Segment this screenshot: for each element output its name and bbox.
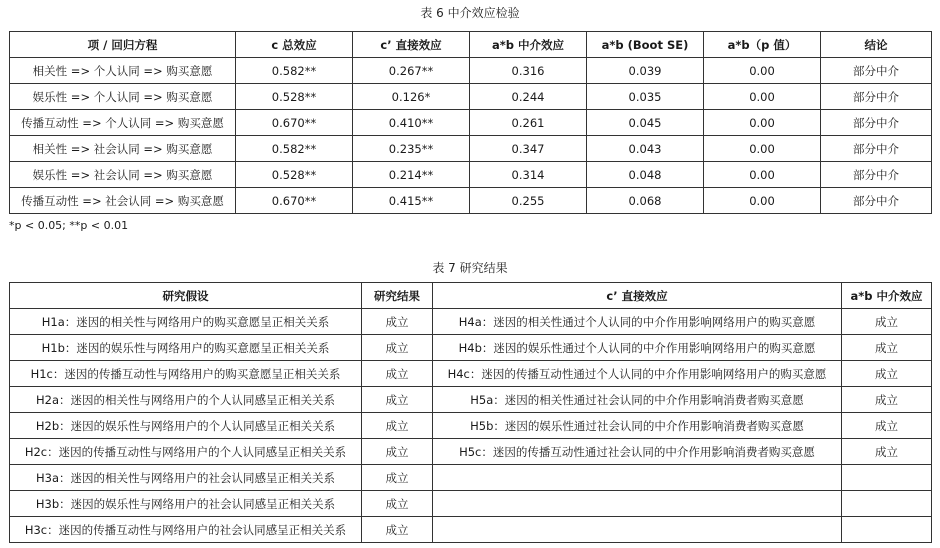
result-cell: 成立 [842,309,932,335]
table-cell: 0.048 [587,162,704,188]
table-cell: 0.00 [704,84,821,110]
table-row [10,439,932,465]
result-cell: 成立 [362,413,433,439]
table-cell: 传播互动性 => 个人认同 => 购买意愿 [10,110,236,136]
table-cell: 部分中介 [821,58,932,84]
table-cell: 0.255 [470,188,587,214]
empty-cell [433,465,842,491]
research-results-table [9,282,932,543]
empty-cell [842,465,932,491]
result-cell: 成立 [362,517,433,543]
table-cell: 0.039 [587,58,704,84]
table6-header-cell: c 总效应 [236,32,353,58]
table6-header-cell: a*b 中介效应 [470,32,587,58]
result-cell: 成立 [842,335,932,361]
hypothesis-cell: H2b：迷因的娱乐性与网络用户的个人认同感呈正相关关系 [10,413,362,439]
table-row [10,361,932,387]
result-cell: 成立 [362,465,433,491]
table-row [10,335,932,361]
hypothesis-cell: H1a：迷因的相关性与网络用户的购买意愿呈正相关关系 [10,309,362,335]
table6-header-cell: 结论 [821,32,932,58]
table7-header-cell: 研究结果 [362,283,433,309]
result-cell: 成立 [842,439,932,465]
table-cell: 娱乐性 => 社会认同 => 购买意愿 [10,162,236,188]
table-cell: 0.00 [704,188,821,214]
table-cell: 0.235** [353,136,470,162]
table-row [10,413,932,439]
table-cell: 0.670** [236,188,353,214]
hypothesis-cell: H1b：迷因的娱乐性与网络用户的购买意愿呈正相关关系 [10,335,362,361]
hypothesis-cell: H3b：迷因的娱乐性与网络用户的社会认同感呈正相关关系 [10,491,362,517]
hypothesis-cell: H3c：迷因的传播互动性与网络用户的社会认同感呈正相关关系 [10,517,362,543]
hypothesis-cell: H1c：迷因的传播互动性与网络用户的购买意愿呈正相关关系 [10,361,362,387]
result-cell: 成立 [362,387,433,413]
hypothesis-cell: H4b：迷因的娱乐性通过个人认同的中介作用影响网络用户的购买意愿 [433,335,842,361]
table-row [10,136,932,162]
table-cell: 0.267** [353,58,470,84]
table-cell: 0.126* [353,84,470,110]
table-cell: 0.410** [353,110,470,136]
table-cell: 部分中介 [821,162,932,188]
table7-header-cell: a*b 中介效应 [842,283,932,309]
table-row [10,309,932,335]
result-cell: 成立 [362,491,433,517]
table7-header-cell: 研究假设 [10,283,362,309]
table-cell: 部分中介 [821,110,932,136]
table-row [10,110,932,136]
table-cell: 0.00 [704,162,821,188]
table-cell: 0.068 [587,188,704,214]
table6-header-cell: c’ 直接效应 [353,32,470,58]
table-cell: 0.347 [470,136,587,162]
hypothesis-cell: H5c：迷因的传播互动性通过社会认同的中介作用影响消费者购买意愿 [433,439,842,465]
result-cell: 成立 [362,361,433,387]
table-row [10,491,932,517]
empty-cell [842,517,932,543]
table7-caption: 表 7 研究结果 [432,261,508,275]
hypothesis-cell: H4c：迷因的传播互动性通过个人认同的中介作用影响网络用户的购买意愿 [433,361,842,387]
table-cell: 相关性 => 社会认同 => 购买意愿 [10,136,236,162]
table-cell: 部分中介 [821,84,932,110]
mediation-effect-table [9,31,932,214]
hypothesis-cell: H5b：迷因的娱乐性通过社会认同的中介作用影响消费者购买意愿 [433,413,842,439]
table-cell: 0.528** [236,84,353,110]
table-row [10,84,932,110]
empty-cell [433,517,842,543]
table6-header-cell: 项 / 回归方程 [10,32,236,58]
table-cell: 0.043 [587,136,704,162]
table-cell: 0.415** [353,188,470,214]
table-cell: 娱乐性 => 个人认同 => 购买意愿 [10,84,236,110]
table-row [10,58,932,84]
result-cell: 成立 [362,439,433,465]
table-cell: 0.261 [470,110,587,136]
table-cell: 0.00 [704,58,821,84]
table-row [10,387,932,413]
table-cell: 0.00 [704,136,821,162]
table7-header-row [10,283,932,309]
table-cell: 0.582** [236,58,353,84]
table-cell: 0.582** [236,136,353,162]
table-cell: 0.045 [587,110,704,136]
result-cell: 成立 [842,387,932,413]
empty-cell [433,491,842,517]
table-row [10,465,932,491]
table6-caption: 表 6 中介效应检验 [420,6,520,20]
hypothesis-cell: H4a：迷因的相关性通过个人认同的中介作用影响网络用户的购买意愿 [433,309,842,335]
hypothesis-cell: H3a：迷因的相关性与网络用户的社会认同感呈正相关关系 [10,465,362,491]
table6-header-cell: a*b（p 值） [704,32,821,58]
hypothesis-cell: H5a：迷因的相关性通过社会认同的中介作用影响消费者购买意愿 [433,387,842,413]
table-cell: 0.670** [236,110,353,136]
table6-header-cell: a*b (Boot SE) [587,32,704,58]
table-cell: 部分中介 [821,188,932,214]
table-cell: 0.314 [470,162,587,188]
table-cell: 0.244 [470,84,587,110]
table-cell: 0.00 [704,110,821,136]
table-cell: 0.528** [236,162,353,188]
table-cell: 相关性 => 个人认同 => 购买意愿 [10,58,236,84]
table-cell: 传播互动性 => 社会认同 => 购买意愿 [10,188,236,214]
hypothesis-cell: H2a：迷因的相关性与网络用户的个人认同感呈正相关关系 [10,387,362,413]
result-cell: 成立 [842,413,932,439]
significance-footnote: *p < 0.05; **p < 0.01 [9,219,129,232]
result-cell: 成立 [842,361,932,387]
table6-header-row [10,32,932,58]
table7-header-cell: c’ 直接效应 [433,283,842,309]
result-cell: 成立 [362,309,433,335]
table-row [10,188,932,214]
result-cell: 成立 [362,335,433,361]
table-cell: 部分中介 [821,136,932,162]
table-cell: 0.214** [353,162,470,188]
table-row [10,517,932,543]
empty-cell [842,491,932,517]
hypothesis-cell: H2c：迷因的传播互动性与网络用户的个人认同感呈正相关关系 [10,439,362,465]
table-cell: 0.035 [587,84,704,110]
table-cell: 0.316 [470,58,587,84]
table-row [10,162,932,188]
